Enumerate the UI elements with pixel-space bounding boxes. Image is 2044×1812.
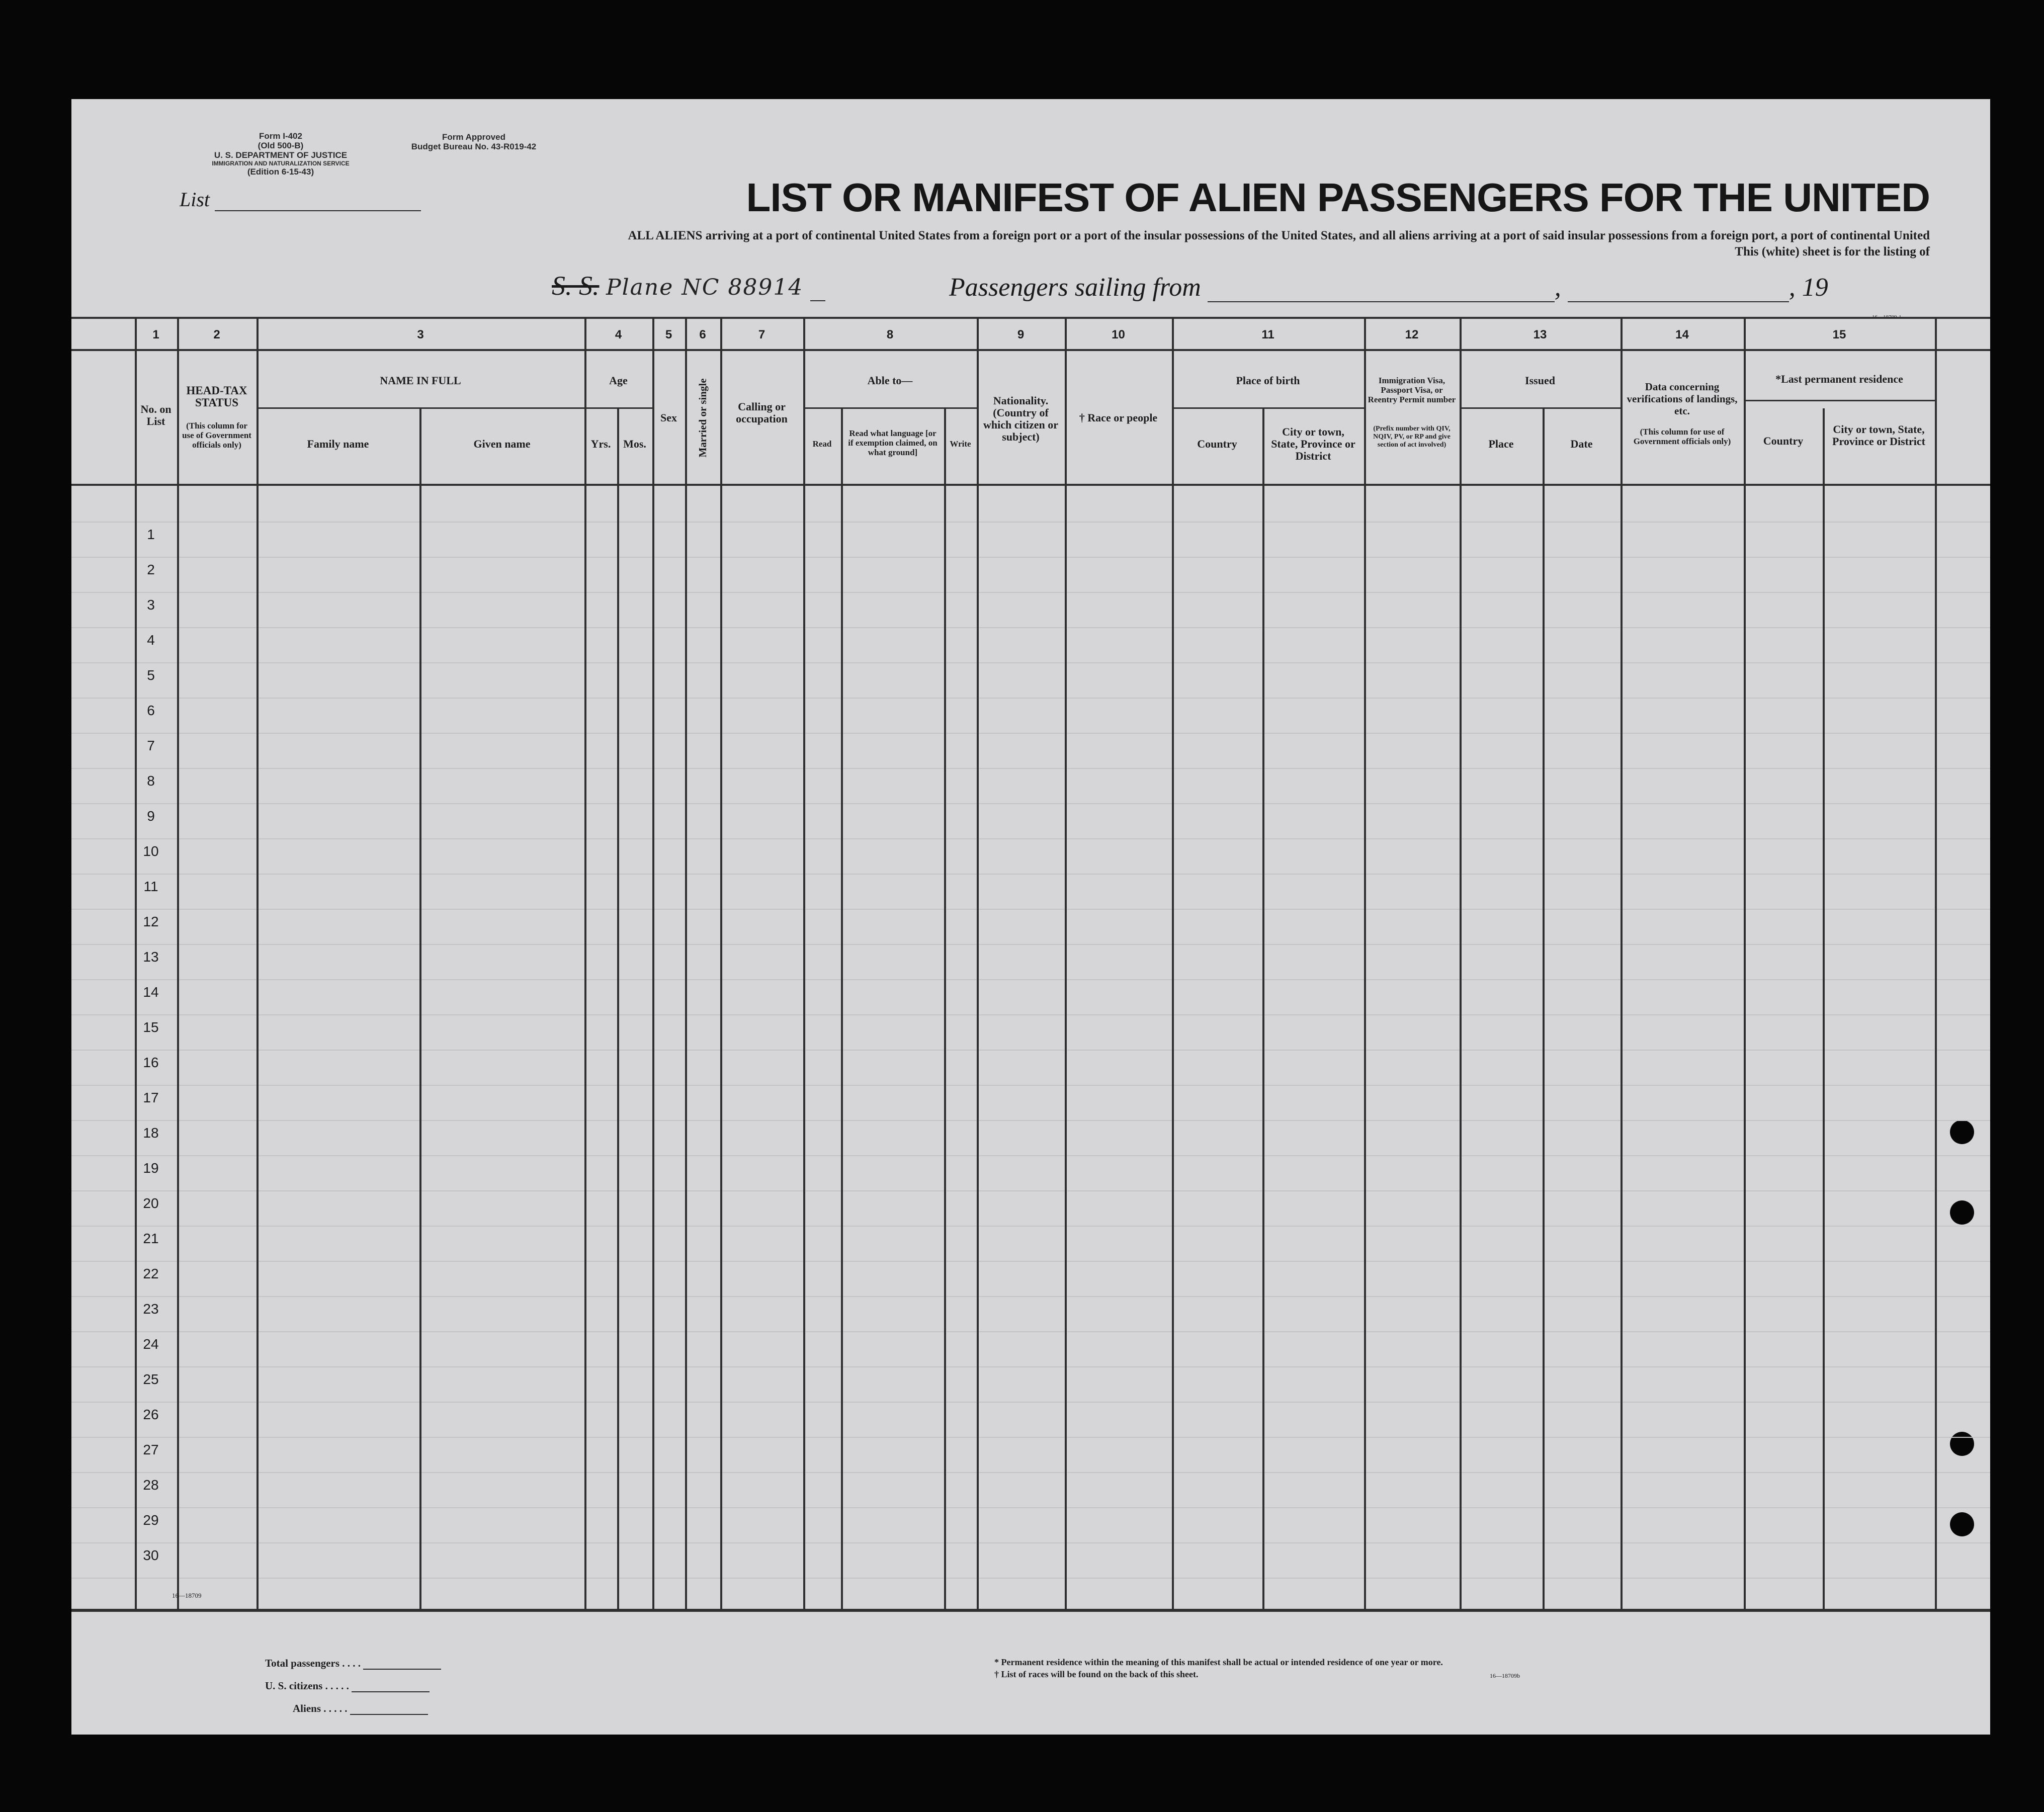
- row-number: 8: [147, 773, 155, 789]
- row-number: 17: [143, 1090, 159, 1105]
- col-divider: [177, 317, 179, 1611]
- footnote-residence: * Permanent residence within the meaning of this manifest shall be actual or intended residence of one year or more.: [994, 1657, 1443, 1667]
- row-number: 13: [143, 949, 159, 965]
- column-number: 4: [615, 328, 622, 341]
- col-divider: [257, 317, 259, 1611]
- row-number: 29: [143, 1512, 159, 1528]
- row-number: 19: [143, 1160, 159, 1176]
- column-number: 7: [758, 328, 765, 341]
- subheader-border: [1744, 400, 1935, 401]
- row-number: 15: [143, 1019, 159, 1035]
- subtitle-line-2: This (white) sheet is for the listing of: [1735, 245, 1930, 258]
- row-number: 16: [143, 1055, 159, 1070]
- row-number: 6: [147, 703, 155, 718]
- us-citizens-label: U. S. citizens . . . . .: [265, 1680, 349, 1692]
- header-able-to: Able to—: [867, 374, 913, 387]
- col-divider: [977, 317, 979, 1611]
- service-name: IMMIGRATION AND NATURALIZATION SERVICE: [212, 160, 350, 167]
- manifest-sheet: [71, 99, 1990, 1735]
- table-top-border: [71, 317, 1990, 319]
- row-number: 28: [143, 1477, 159, 1493]
- header-residence-city: City or town, State, Province or District: [1832, 423, 1925, 448]
- col-divider: [720, 317, 722, 1611]
- column-number-border: [71, 349, 1990, 351]
- header-issued: Issued: [1525, 374, 1555, 387]
- col-divider: [1364, 317, 1366, 1611]
- column-number: 6: [699, 328, 706, 341]
- header-given-name: Given name: [473, 438, 531, 450]
- col-divider: [1460, 317, 1462, 1611]
- header-age: Age: [609, 374, 628, 387]
- column-number: 12: [1405, 328, 1419, 341]
- subheader-border: [1460, 407, 1621, 409]
- header-mos: Mos.: [623, 438, 646, 450]
- sailing-field: Passengers sailing from , , 19: [949, 273, 1828, 302]
- header-sex: Sex: [660, 411, 677, 424]
- row-number: 24: [143, 1336, 159, 1352]
- old-form-number: (Old 500-B): [258, 141, 304, 150]
- approved-label: Form Approved: [442, 132, 505, 142]
- header-head-tax: HEAD-TAX STATUS: [186, 384, 247, 409]
- col-divider: [584, 317, 586, 1611]
- row-number: 30: [143, 1547, 159, 1563]
- form-code-left: 16—18709: [172, 1592, 202, 1599]
- total-passengers-label: Total passengers . . . .: [265, 1657, 361, 1669]
- col-divider: [1172, 317, 1174, 1611]
- row-number: 4: [147, 632, 155, 648]
- sailing-label: Passengers sailing from: [949, 273, 1201, 302]
- row-number: 25: [143, 1371, 159, 1387]
- page-title: LIST OR MANIFEST OF ALIEN PASSENGERS FOR THE UNITED: [746, 175, 1930, 220]
- header-read: Read: [812, 439, 832, 449]
- row-number: 9: [147, 808, 155, 824]
- form-number: Form I-402: [259, 131, 302, 141]
- row-number: 5: [147, 667, 155, 683]
- col-divider: [1543, 408, 1545, 1611]
- subheader-border: [257, 407, 584, 409]
- column-number: 15: [1832, 328, 1846, 341]
- edition-label: (Edition 6-15-43): [247, 167, 314, 177]
- header-married: Married or single: [697, 378, 709, 458]
- column-number: 5: [665, 328, 672, 341]
- list-field: [180, 188, 421, 211]
- row-number: 20: [143, 1195, 159, 1211]
- row-rules: [71, 501, 1990, 1603]
- header-read-language: Read what language [or if exemption claimed, on what ground]: [848, 428, 938, 457]
- column-number: 2: [213, 328, 220, 341]
- header-issued-date: Date: [1570, 438, 1593, 450]
- header-bottom-border: [71, 484, 1990, 486]
- col-divider: [1823, 408, 1825, 1611]
- column-number: 14: [1675, 328, 1689, 341]
- header-calling: Calling or occupation: [736, 400, 788, 425]
- list-label: List: [180, 188, 210, 211]
- row-number: 22: [143, 1266, 159, 1281]
- row-number: 27: [143, 1442, 159, 1457]
- header-data-concerning: Data concerning verifications of landings, etc.: [1627, 381, 1738, 417]
- header-write: Write: [950, 439, 971, 449]
- column-number: 13: [1533, 328, 1547, 341]
- col-divider: [617, 408, 619, 1611]
- department-name: U. S. DEPARTMENT OF JUSTICE: [214, 150, 348, 160]
- header-nationality: Nationality. (Country of which citizen or subject): [983, 394, 1059, 443]
- col-divider: [803, 317, 805, 1611]
- column-number: 8: [886, 328, 894, 341]
- col-divider: [1744, 317, 1746, 1611]
- col-divider: [652, 317, 654, 1611]
- header-last-residence: *Last permanent residence: [1775, 373, 1903, 385]
- header-place-of-birth: Place of birth: [1236, 374, 1300, 387]
- row-number: 11: [143, 879, 158, 894]
- column-number: 9: [1017, 328, 1025, 341]
- row-number: 1: [147, 527, 155, 542]
- col-divider: [685, 317, 687, 1611]
- row-number: 7: [147, 738, 155, 753]
- header-no-on-list: No. on List: [140, 403, 172, 427]
- table-bottom-border: [71, 1609, 1990, 1612]
- col-divider: [1935, 317, 1937, 1611]
- header-head-tax-note: (This column for use of Government officials only): [182, 421, 251, 450]
- header-issued-place: Place: [1488, 438, 1514, 450]
- row-number: 14: [143, 984, 159, 1000]
- approval-block: [381, 132, 567, 151]
- col-divider: [1065, 317, 1067, 1611]
- column-number: 11: [1261, 328, 1274, 341]
- column-number: 10: [1112, 328, 1125, 341]
- subheader-border: [584, 407, 652, 409]
- row-number: 23: [143, 1301, 159, 1317]
- header-residence-country: Country: [1763, 435, 1804, 447]
- ss-handwritten-value: Plane NC 88914: [606, 275, 804, 300]
- row-number: 12: [143, 914, 159, 929]
- row-number: 21: [143, 1231, 159, 1246]
- column-number: 1: [152, 328, 159, 341]
- header-data-note: (This column for use of Government officials only): [1633, 427, 1731, 446]
- aliens-label: Aliens . . . . .: [293, 1702, 348, 1714]
- ss-field: [552, 270, 825, 301]
- footnote-races: † List of races will be found on the back of this sheet.: [994, 1669, 1199, 1679]
- header-yrs: Yrs.: [590, 438, 611, 450]
- row-number: 2: [147, 562, 155, 577]
- header-birth-country: Country: [1197, 438, 1237, 450]
- subtitle-line-1: ALL ALIENS arriving at a port of continental United States from a foreign port or a port of the insular possessions of the United States, and all aliens arriving at a port of said insular possessions from a foreign port, a port of continental United: [628, 229, 1930, 242]
- form-id-block: [160, 131, 401, 177]
- row-number: 3: [147, 597, 155, 613]
- col-divider: [944, 408, 946, 1611]
- row-number: 10: [143, 843, 159, 859]
- aliens-field: [293, 1702, 428, 1715]
- col-divider: [1621, 317, 1623, 1611]
- budget-label: Budget Bureau No. 43-R019-42: [411, 142, 537, 151]
- header-name-in-full: NAME IN FULL: [380, 374, 461, 387]
- row-number: 18: [143, 1125, 159, 1141]
- column-number: 3: [417, 328, 424, 341]
- form-code-right: 16—18709b: [1490, 1672, 1520, 1679]
- header-race: † Race or people: [1079, 411, 1158, 424]
- total-passengers-field: [265, 1657, 441, 1670]
- subheader-border: [803, 407, 977, 409]
- header-visa-note: (Prefix number with QIV, NQIV, PV, or RP and give section of act involved): [1373, 425, 1451, 449]
- header-birth-city: City or town, State, Province or District: [1271, 425, 1355, 462]
- col-divider: [1262, 408, 1264, 1611]
- subheader-border: [1172, 407, 1364, 409]
- header-visa: Immigration Visa, Passport Visa, or Reentry Permit number: [1368, 376, 1456, 404]
- col-divider: [841, 408, 843, 1611]
- row-number: 26: [143, 1407, 159, 1422]
- us-citizens-field: [265, 1680, 430, 1692]
- ss-label: S. S.: [552, 271, 600, 301]
- col-divider: [419, 408, 421, 1611]
- header-family-name: Family name: [307, 438, 369, 450]
- year-prefix: 19: [1802, 273, 1828, 302]
